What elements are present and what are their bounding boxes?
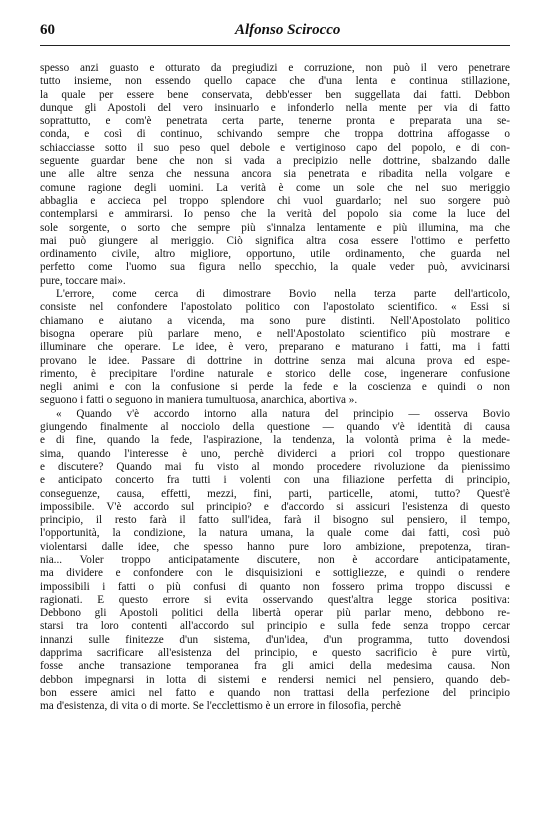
text-line: comune ragione degli uomini. La verità è come un sole che nel suo meriggio	[40, 181, 510, 194]
text-line: dapprima sacrificare all'esistenza del principio, e questo sacrificio è pure virtù,	[40, 647, 510, 660]
text-line: bisogna operare più parlare meno, e nell'Apostolato scientifico più mostrare e	[40, 327, 510, 340]
text-line: negli animi e con la confusione si perde la fede e la coscienza e quindi o non	[40, 381, 510, 394]
text-line: chiamano e aiutano a vicenda, ma sono pure distinti. Nell'Apostolato politico	[40, 314, 510, 327]
text-line: ragionati. E questo errore si evita osservando quest'altra legge storica positiva:	[40, 593, 510, 606]
text-line: ma dividere e confondere con le disquisizioni e sottigliezze, e quindi o rendere	[40, 567, 510, 580]
paragraph	[40, 288, 510, 408]
text-line: impossibile. V'è accordo sul principio? e d'accordo si assicuri l'esistenza di questo	[40, 500, 510, 513]
text-line: conseguenze, causa, effetti, mezzi, fini, parti, particelle, atomi, tutto? Quest'è	[40, 487, 510, 500]
text-line: violentarsi dalle idee, che spesso hanno pure loro ambizione, prepotenza, tiran-	[40, 540, 510, 553]
text-line: perfetto come l'uomo sua figura nello specchio, la quale veder può, avvicinarsi	[40, 261, 510, 274]
text-line: bon essere amici nel fatto e quando non trattasi della perfezione del principio	[40, 686, 510, 699]
text-line: e anticipato concerto fra tutti i volenti con una filiazione perfetta di principio,	[40, 474, 510, 487]
text-line: schiacciasse sotto il suo peso quel debole e vertiginoso capo del popolo, e di con-	[40, 141, 510, 154]
text-line: giungendo finalmente al nocciolo della questione — quando v'è identità di causa	[40, 421, 510, 434]
text-line: principio, il resto farà il fatto sull'idea, farà il bisogno sul pensiero, il tempo,	[40, 514, 510, 527]
text-line: l'opportunità, la condizione, la natura umana, la quale come dai fatti, così può	[40, 527, 510, 540]
text-line: « Quando v'è accordo intorno alla natura del principio — osserva Bovio	[56, 407, 510, 420]
paragraph	[40, 62, 510, 288]
header-rule	[40, 45, 510, 46]
text-line: fosse anche transazione temporanea fra gli amici della medesima causa. Non	[40, 660, 510, 673]
text-line: contemplarsi e ammirarsi. Io penso che la verità del popolo sia come la luce del	[40, 208, 510, 221]
text-line: provano le idee. Passare di dottrine in dottrine senza mai alcuna prova ed espe-	[40, 354, 510, 367]
text-line: e di fine, quando la fede, l'aspirazione, la tendenza, la volontà prima è la mede-	[40, 434, 510, 447]
text-line: starsi tra loro contenti all'accordo sul principio e sulla fede senza troppo cercar	[40, 620, 510, 633]
text-line: pure, toccare mai».	[40, 274, 126, 287]
text-line: nia... Voler troppo anticipatamente discutere, non è accordare anticipatamente,	[40, 553, 510, 566]
text-line: tutto insieme, non essendo quello capace che d'una lenta e continua stillazione,	[40, 75, 510, 88]
page-number: 60	[40, 22, 55, 38]
text-line: e discutere? Quando mai fu visto al mondo procedere rivoluzione da pienissimo	[40, 460, 510, 473]
text-line: sima, quando l'interesse è uno, perchè dividerci a priori col troppo questionare	[40, 447, 510, 460]
text-line: innanzi sulle finitezze d'un sistema, d'un'idea, d'un programma, tutto dovendosi	[40, 633, 510, 646]
text-line: ordinamento civile, altro migliore, opportuno, utile ordinamento, che guarda nel	[40, 248, 510, 261]
body-text	[40, 62, 510, 714]
text-line: illuminare che operare. Le idee, è vero, preparano e maturano i fatti, ma i fatti	[40, 341, 510, 354]
text-line: debbon impegnarsi in lotta di sistemi e rendersi nemici nel pensiero, quando deb-	[40, 673, 510, 686]
text-line: une alle altre senza che nessuna ancora sia penetrata e ribadita nella volgare e	[40, 168, 510, 181]
text-line: sole sorgente, o sorto che sempre più s'innalza lentamente e più illumina, ma che	[40, 221, 510, 234]
text-line: la quale per essere bene conservata, debb'esser ben suggellata dai fatti. Debbon	[40, 88, 510, 101]
text-line: abbaglia e accieca pel troppo splendore chi vuol guardarlo; nel suo sorgere può	[40, 194, 510, 207]
text-line: ma d'esistenza, di vita o di morte. Se l'ecclettismo è un errore in filosofia, perchè	[40, 700, 401, 713]
text-line: consiste nel confondere l'apostolato politico con l'apostolato scientifico. « Essi si	[40, 301, 510, 314]
text-line: rimento, è precipitare l'ordine naturale e storico delle cose, ingenerare confusione	[40, 367, 510, 380]
running-head: Alfonso Scirocco	[235, 22, 341, 38]
text-line: seguente guardar bene che non si vada a precipizio nelle dottrine, sbalzando dalle	[40, 155, 510, 168]
paragraph	[40, 408, 510, 714]
text-line: seguono i fatti o seguono in maniera tumultuosa, anarchica, abortiva ».	[40, 394, 358, 407]
text-line: mai può giungere al meriggio. Ciò significa altra cosa essere l'ottimo e perfetto	[40, 234, 510, 247]
text-line: L'errore, come cerca di dimostrare Bovio nella terza parte dell'articolo,	[56, 288, 510, 301]
text-line: conda, e così di continuo, schivando sempre che troppa dottrina affogasse o	[40, 128, 510, 141]
text-line: dunque gli Apostoli del vero insinuarlo e infonderlo nella mente per via di fatto	[40, 101, 510, 114]
page-header	[40, 18, 510, 46]
text-line: soprattutto, e com'è penetrata certa parte, tenerne pronta e preparata una se-	[40, 115, 510, 128]
text-line: spesso anzi guasto e otturato da pregiudizi e corruzione, non può il vero penetrare	[40, 62, 510, 74]
text-line: Debbono gli Apostoli politici della libertà operar più parlar meno, debbono re-	[40, 607, 510, 620]
text-line: impossibili i fatti o più confusi di quanto non fossero prima troppo discussi e	[40, 580, 510, 593]
